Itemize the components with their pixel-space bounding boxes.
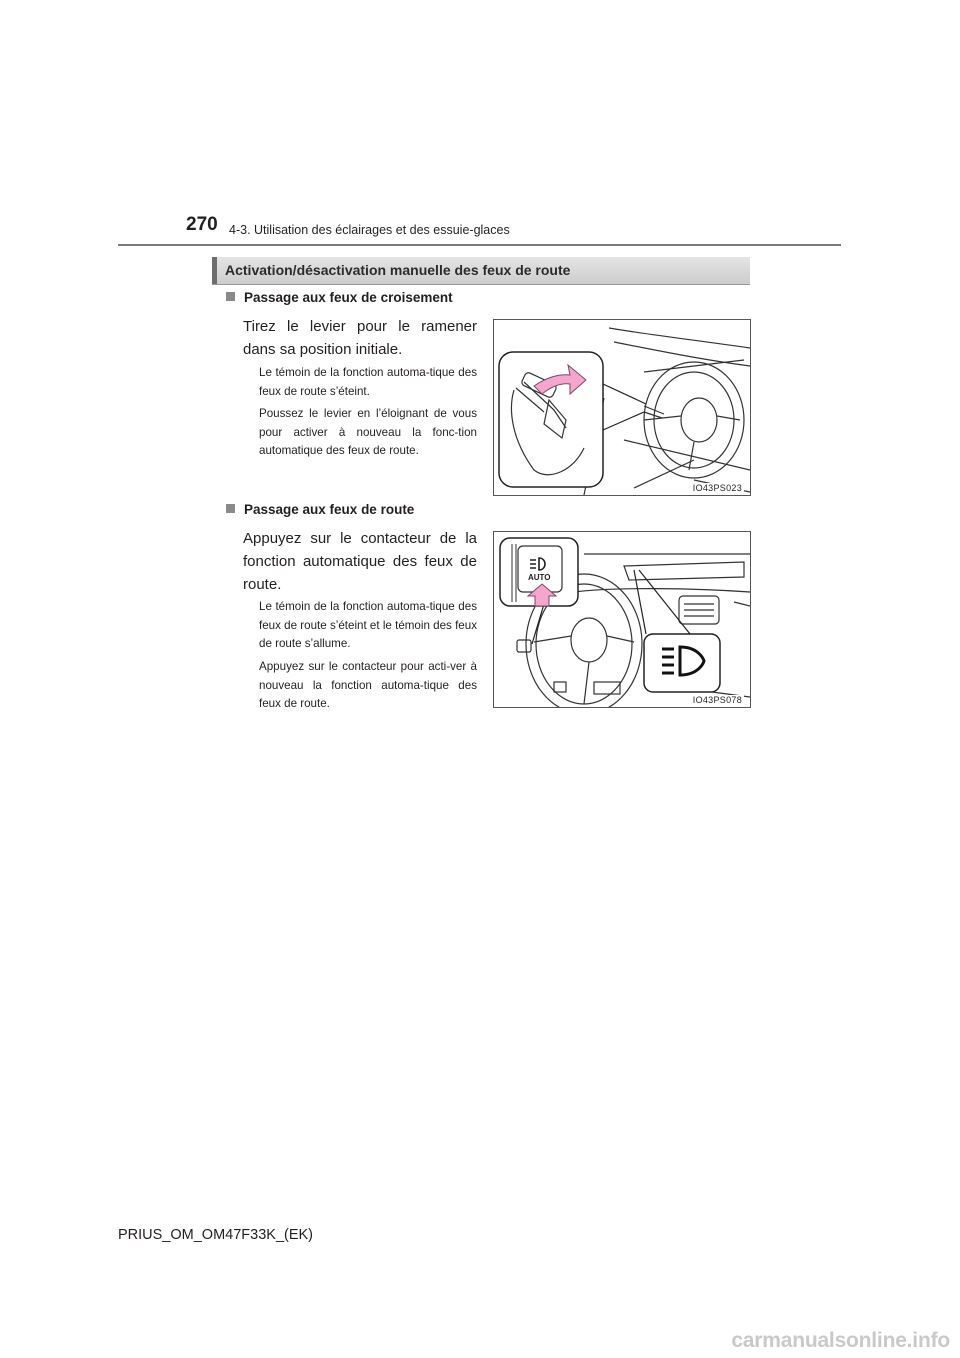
instruction-low-beam: Tirez le levier pour le ramener dans sa position initiale.	[243, 318, 477, 358]
subheading-label: Passage aux feux de croisement	[244, 290, 453, 305]
figure-lever-pull	[493, 319, 751, 496]
auto-button-label: AUTO	[528, 573, 551, 582]
figure-code: IO43PS023	[692, 483, 742, 493]
page-number: 270	[186, 214, 218, 235]
note-low-beam-2: Poussez le levier en l’éloignant de vous pour activer à nouveau la fonc-tion automatique des feux de route.	[259, 407, 477, 457]
note-high-beam-2: Appuyez sur le contacteur pour acti-ver à nouveau la fonction automa-tique des feux de route.	[259, 660, 477, 710]
subheading-high-beam	[226, 502, 414, 517]
square-bullet-icon	[226, 292, 235, 301]
dashboard-illustration	[494, 532, 750, 707]
figure-code: IO43PS078	[692, 695, 742, 705]
note-high-beam-1: Le témoin de la fonction automa-tique des feux de route s’éteint et le témoin des feux de route s’allume.	[259, 600, 477, 650]
watermark: carmanualsonline.info	[731, 1329, 950, 1352]
chapter-title: 4-3. Utilisation des éclairages et des essuie-glaces	[229, 223, 510, 237]
subheading-label: Passage aux feux de route	[244, 502, 415, 517]
lever-illustration	[494, 320, 750, 495]
section-accent	[212, 257, 217, 284]
document-id: PRIUS_OM_OM47F33K_(EK)	[118, 1227, 314, 1243]
section-heading-bar	[212, 257, 750, 285]
header-divider	[118, 244, 841, 246]
section-title: Activation/désactivation manuelle des feux de route	[225, 262, 571, 278]
square-bullet-icon	[226, 504, 235, 513]
subheading-low-beam	[226, 290, 453, 305]
note-low-beam-1: Le témoin de la fonction automa-tique des feux de route s’éteint.	[259, 366, 477, 398]
instruction-high-beam: Appuyez sur le contacteur de la fonction automatique des feux de route.	[243, 530, 477, 593]
figure-auto-switch	[493, 531, 751, 708]
